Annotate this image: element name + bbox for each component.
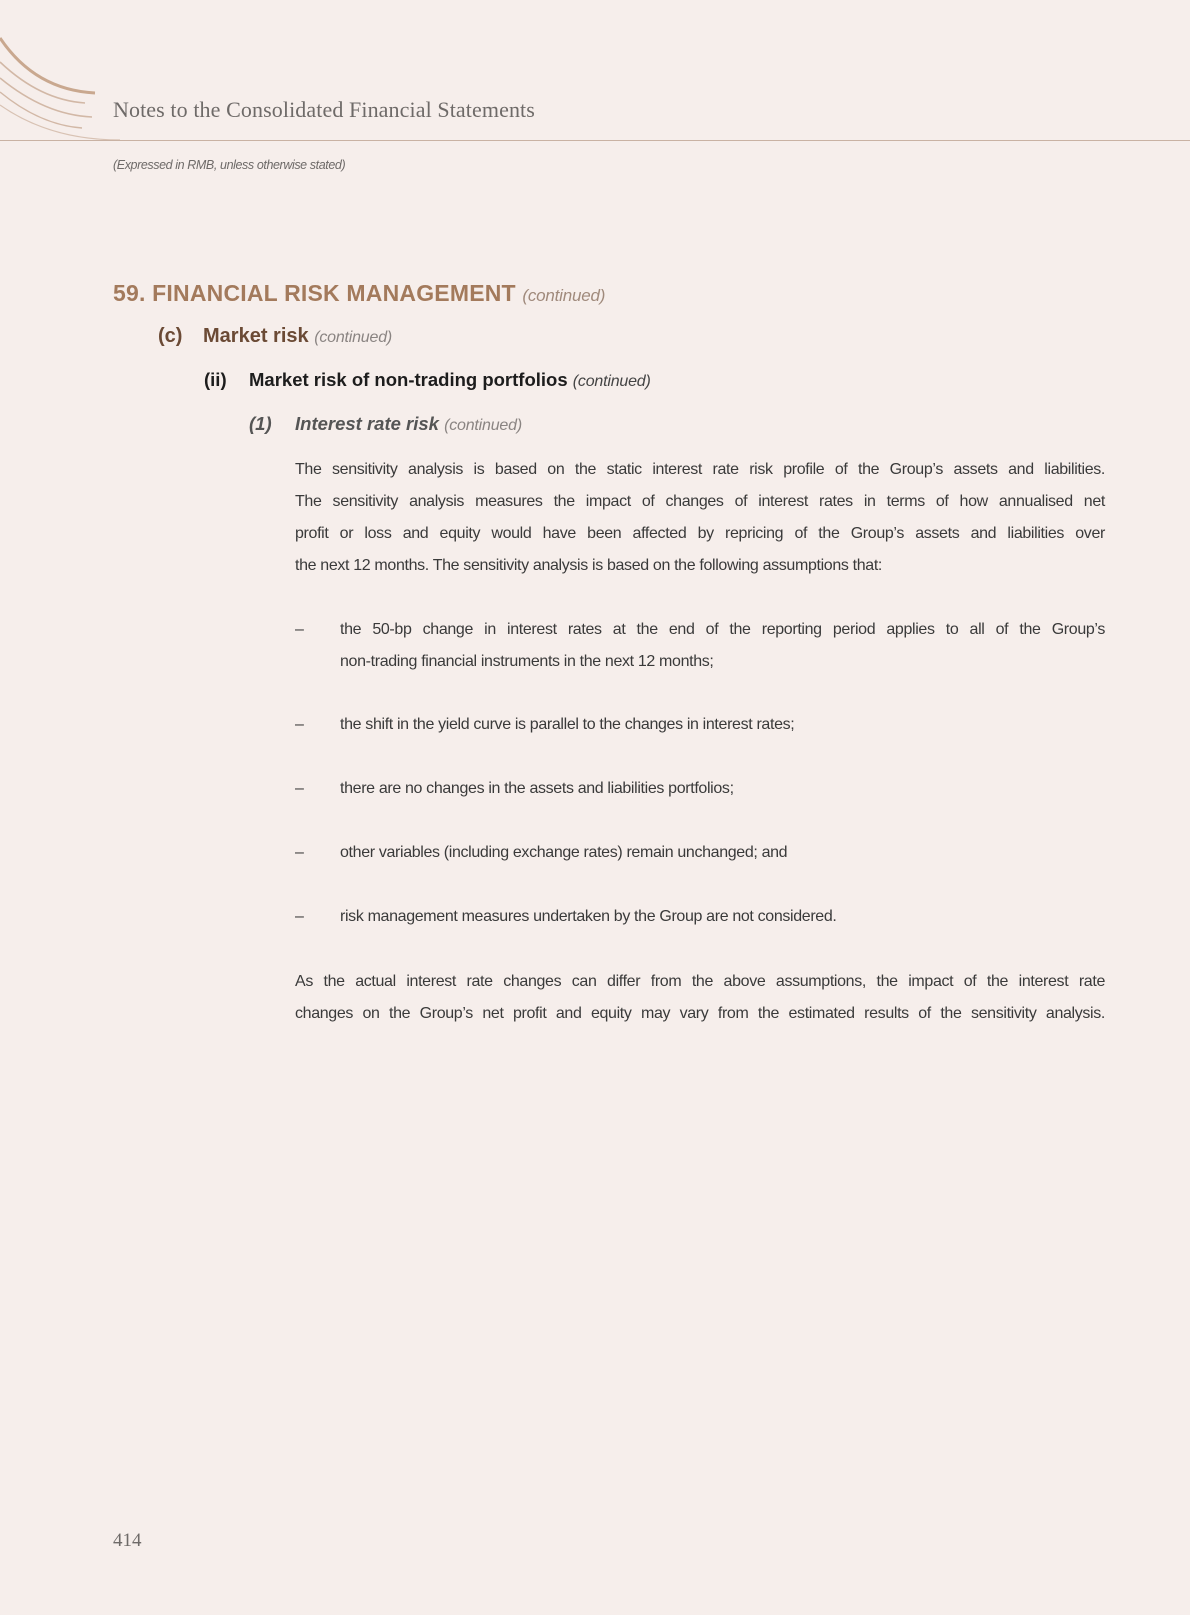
subsection-title: Market risk — [203, 325, 309, 347]
list-item — [295, 773, 1105, 805]
continued-label: (continued) — [314, 329, 393, 346]
list-item-line: non-trading financial instruments in the next 12 months; — [340, 653, 714, 670]
header-title: Notes to the Consolidated Financial Statements — [113, 97, 535, 122]
paragraph-line: The sensitivity analysis measures the impact of changes of interest rates in terms of how annualised net — [295, 493, 1105, 510]
list-item-line: other variables (including exchange rates) remain unchanged; and — [340, 844, 788, 861]
section-heading — [113, 280, 605, 307]
list-item — [295, 614, 1105, 678]
header-divider — [0, 140, 1190, 141]
continued-label: (continued) — [572, 373, 651, 390]
subsubsection-title: Market risk of non-trading portfolios — [249, 369, 568, 390]
subsection-number: (c) — [158, 325, 183, 347]
section-number: 59. — [113, 280, 146, 306]
dash-marker: – — [295, 844, 304, 861]
topic-title: Interest rate risk — [295, 413, 439, 434]
decorative-arcs-icon — [0, 0, 120, 150]
list-item-line: the shift in the yield curve is parallel to the changes in interest rates; — [340, 716, 795, 733]
paragraph-line: the next 12 months. The sensitivity analysis is based on the following assumptions that: — [295, 557, 883, 574]
intro-paragraph — [295, 454, 1105, 582]
continued-label: (continued) — [444, 417, 522, 434]
dash-marker: – — [295, 908, 304, 925]
subsubsection-number: (ii) — [204, 369, 227, 390]
page-number: 414 — [113, 1530, 142, 1551]
subsection-heading — [158, 325, 392, 348]
continued-label: (continued) — [522, 286, 606, 305]
paragraph-line: The sensitivity analysis is based on the static interest rate risk profile of the Group’s assets and liabilities. — [295, 461, 1105, 478]
list-item — [295, 837, 1105, 869]
dash-marker: – — [295, 621, 304, 638]
dash-marker: – — [295, 780, 304, 797]
list-item-line: risk management measures undertaken by the Group are not considered. — [340, 908, 837, 925]
subsubsection-heading — [204, 369, 651, 391]
list-item-line: there are no changes in the assets and liabilities portfolios; — [340, 780, 734, 797]
dash-marker: – — [295, 716, 304, 733]
list-item — [295, 901, 1105, 933]
topic-heading — [249, 413, 522, 435]
paragraph-line: changes on the Group’s net profit and equity may vary from the estimated results of the sensitivity analysis. — [295, 1005, 1105, 1022]
list-item — [295, 709, 1105, 741]
closing-paragraph — [295, 966, 1105, 1030]
topic-number: (1) — [249, 413, 272, 434]
paragraph-line: As the actual interest rate changes can differ from the above assumptions, the impact of the interest rate — [295, 973, 1105, 990]
list-item-line: the 50-bp change in interest rates at the end of the reporting period applies to all of the Group’s — [340, 621, 1105, 638]
paragraph-line: profit or loss and equity would have been affected by repricing of the Group’s assets and liabilities over — [295, 525, 1105, 542]
header-subtitle: (Expressed in RMB, unless otherwise stated) — [113, 158, 346, 172]
section-title: FINANCIAL RISK MANAGEMENT — [152, 280, 516, 306]
